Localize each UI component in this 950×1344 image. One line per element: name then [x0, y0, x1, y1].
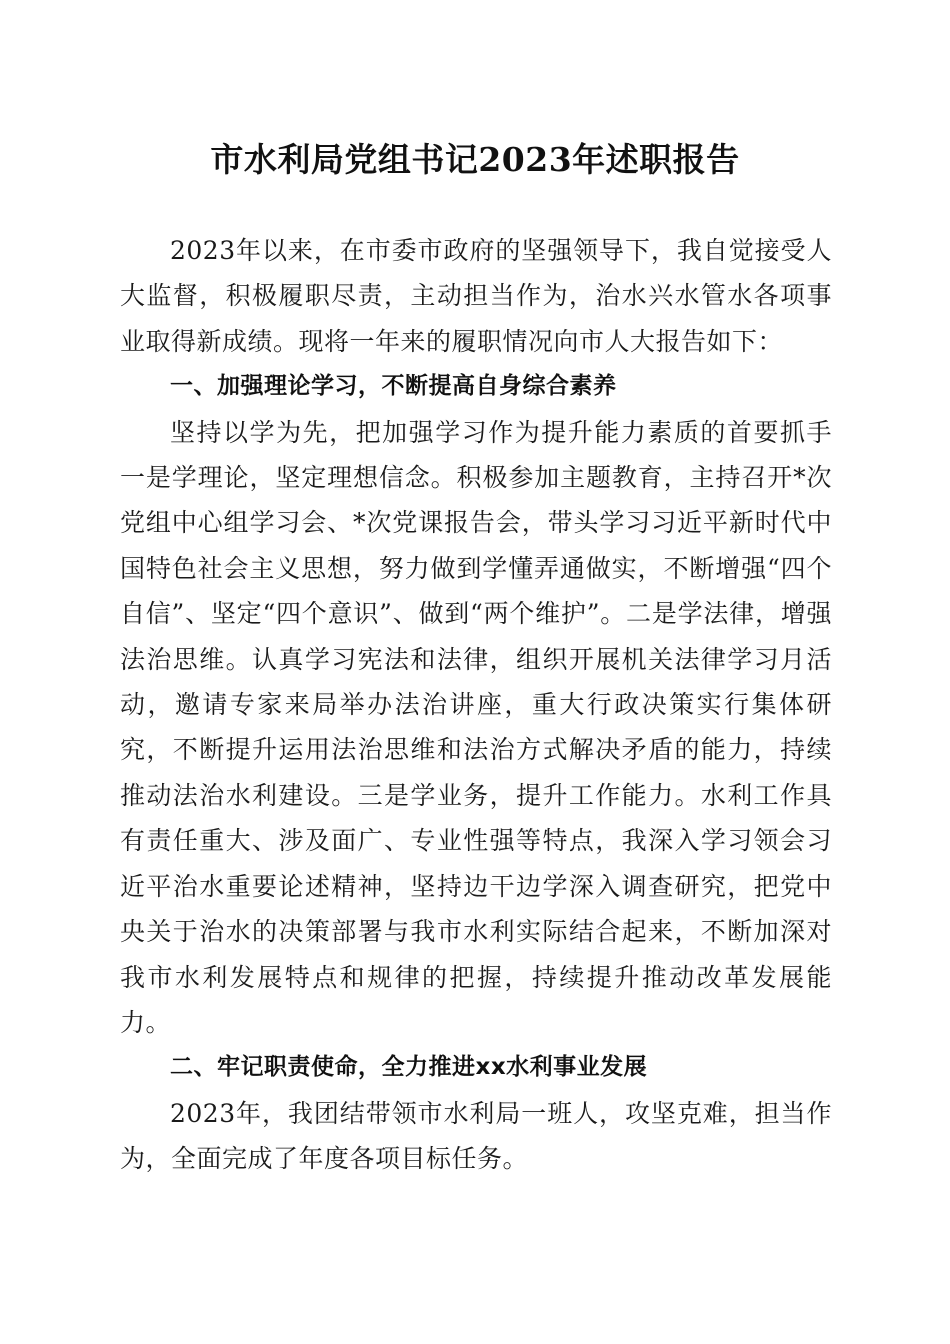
intro-paragraph: 2023年以来，在市委市政府的坚强领导下，我自觉接受人大监督，积极履职尽责，主动担当作为，治水兴水管水各项事业取得新成绩。现将一年来的履职情况向市人大报告如下： — [120, 236, 832, 356]
section-heading-1: 一、加强理论学习，不断提高自身综合素养 — [170, 373, 617, 400]
document-body — [120, 228, 832, 1182]
section-1-paragraph: 坚持以学为先，把加强学习作为提升能力素质的首要抓手一是学理论，坚定理想信念。积极参加主题教育，主持召开*次党组中心组学习会、*次党课报告会，带头学习习近平新时代中国特色社会主义思想，努力做到学懂弄通做实，不断增强“四个自信”、坚定“四个意识”、做到“两个维护”。二是学法律，增强法治思维。认真学习宪法和法律，组织开展机关法律学习月活动，邀请专家来局举办法治讲座，重大行政决策实行集体研究，不断提升运用法治思维和法治方式解决矛盾的能力，持续推动法治水利建设。三是学业务，提升工作能力。水利工作具有责任重大、涉及面广、专业性强等特点，我深入学习领会习近平治水重要论述精神，坚持边干边学深入调查研究，把党中央关于治水的决策部署与我市水利实际结合起来，不断加深对我市水利发展特点和规律的把握，持续提升推动改革发展能力。 — [120, 417, 832, 1037]
section-2-paragraph: 2023年，我团结带领市水利局一班人，攻坚克难，担当作为，全面完成了年度各项目标任务。 — [120, 1098, 832, 1174]
section-heading-2: 二、牢记职责使命，全力推进xx水利事业发展 — [170, 1054, 648, 1081]
document-title: 市水利局党组书记2023年述职报告 — [210, 140, 740, 179]
